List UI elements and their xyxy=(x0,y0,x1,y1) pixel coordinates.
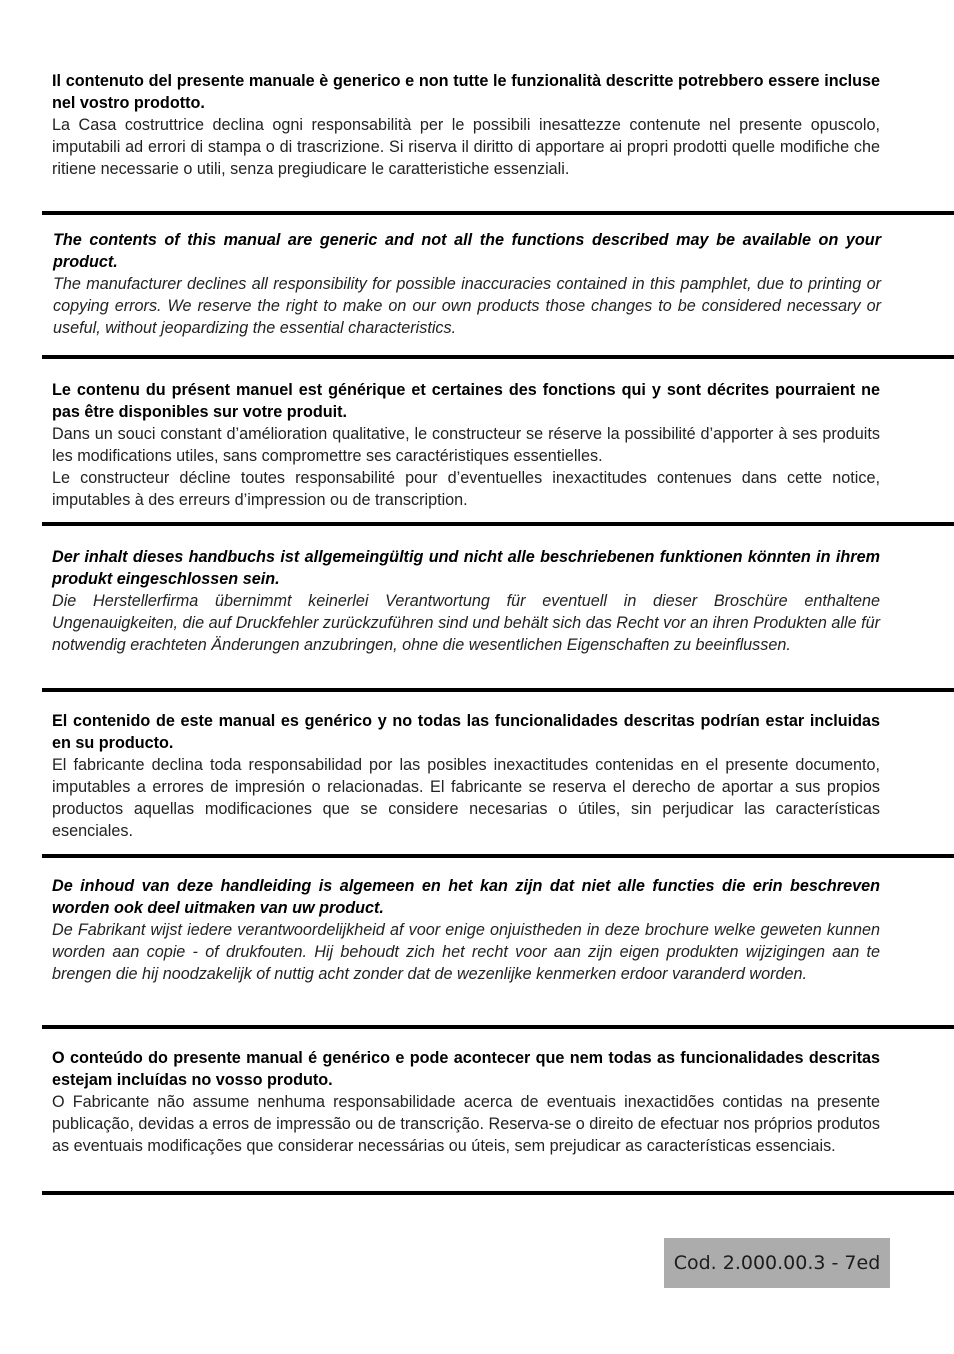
body-paragraph: O Fabricante não assume nenhuma responsabilidade acerca de eventuais inexactidões contidas na presente publicação, devidas a erros de impressão ou de transcrição. Reserva-se o direito de efectuar nos próprios produtos as eventuais modificações que considerar necessárias ou úteis, sem prejudicar as características essenciais. xyxy=(52,1093,880,1155)
section-german xyxy=(52,546,880,656)
section-body xyxy=(52,114,880,180)
section-divider xyxy=(42,1191,954,1195)
section-body xyxy=(52,423,880,511)
document-code-label: Cod. 2.000.00.3 - 7ed xyxy=(673,1252,881,1274)
body-paragraph: Die Herstellerfirma übernimmt keinerlei Verantwortung für eventuell in dieser Broschüre enthaltene Ungenauigkeiten, die auf Druckfehler zurückzuführen sind und behält sich das Recht vor an ihren Produkten alle für notwendig erachteten Änderungen anzubringen, ohne die wesentlichen Eigenschaften zu beeinflussen. xyxy=(52,592,880,654)
body-paragraph: El fabricante declina toda responsabilidad por las posibles inexactitudes contenidas en el presente documento, imputables a errores de impresión o relacionadas. El fabricante se reserva el derecho de aportar a sus propios productos aquellas modificaciones que se considere necesarias o útiles, sin perjudicar las características esenciales. xyxy=(52,756,880,840)
section-spanish xyxy=(52,710,880,842)
body-paragraph: De Fabrikant wijst iedere verantwoordelijkheid af voor enige onjuistheden in deze brochure welke geweten kunnen worden aan copie - of drukfouten. Hij behoudt zich het recht voor aan zijn eigen produkten wijzigingen aan te brengen die hij noodzakelijk of nuttig acht zonder dat de wezenlijke kenmerken erdoor varanderd worden. xyxy=(52,921,880,983)
section-divider xyxy=(42,854,954,858)
section-divider xyxy=(42,355,954,359)
section-divider xyxy=(42,1025,954,1029)
section-heading: De inhoud van deze handleiding is algemeen en het kan zijn dat niet alle functies die erin beschreven worden ook deel uitmaken van uw product. xyxy=(52,877,880,917)
section-french xyxy=(52,379,880,511)
section-body xyxy=(52,754,880,842)
section-heading: El contenido de este manual es genérico y no todas las funcionalidades descritas podrían estar incluidas en su producto. xyxy=(52,712,880,752)
section-heading: Il contenuto del presente manuale è generico e non tutte le funzionalità descritte potrebbero essere incluse nel vostro prodotto. xyxy=(52,72,880,112)
body-paragraph: The manufacturer declines all responsibility for possible inaccuracies contained in this pamphlet, due to printing or copying errors. We reserve the right to make on our own products those changes to be considered necessary or useful, without jeopardizing the essential characteristics. xyxy=(53,275,881,337)
section-heading: The contents of this manual are generic and not all the functions described may be available on your product. xyxy=(53,231,881,271)
section-body xyxy=(53,273,881,339)
section-divider xyxy=(42,211,954,215)
section-heading: Der inhalt dieses handbuchs ist allgemeingültig und nicht alle beschriebenen funktionen könnten in ihrem produkt eingeschlossen sein. xyxy=(52,548,880,588)
section-body xyxy=(52,919,880,985)
document-code-box xyxy=(664,1238,890,1288)
section-body xyxy=(52,590,880,656)
body-paragraph: Dans un souci constant d’amélioration qualitative, le constructeur se réserve la possibilité d’apporter à ses produits les modifications utiles, sans compromettre ses caractéristiques essentielles. xyxy=(52,425,880,465)
section-portuguese xyxy=(52,1047,880,1157)
section-heading: O conteúdo do presente manual é genérico e pode acontecer que nem todas as funcionalidades descritas estejam incluídas no vosso produto. xyxy=(52,1049,880,1089)
body-paragraph: La Casa costruttrice declina ogni responsabilità per le possibili inesattezze contenute nel presente opuscolo, imputabili ad errori di stampa o di trascrizione. Si riserva il diritto di apportare ai propri prodotti quelle modifiche che ritiene necessarie o utili, senza pregiudicare le caratteristiche essenziali. xyxy=(52,116,880,178)
section-divider xyxy=(42,688,954,692)
section-divider xyxy=(42,522,954,526)
section-heading: Le contenu du présent manuel est générique et certaines des fonctions qui y sont décrites pourraient ne pas être disponibles sur votre produit. xyxy=(52,381,880,421)
section-english xyxy=(53,229,881,339)
section-italian xyxy=(52,70,880,180)
body-paragraph: Le constructeur décline toutes responsabilité pour d’eventuelles inexactitudes contenues dans cette notice, imputables à des erreurs d’impression ou de transcription. xyxy=(52,469,880,509)
section-body xyxy=(52,1091,880,1157)
section-dutch xyxy=(52,875,880,985)
